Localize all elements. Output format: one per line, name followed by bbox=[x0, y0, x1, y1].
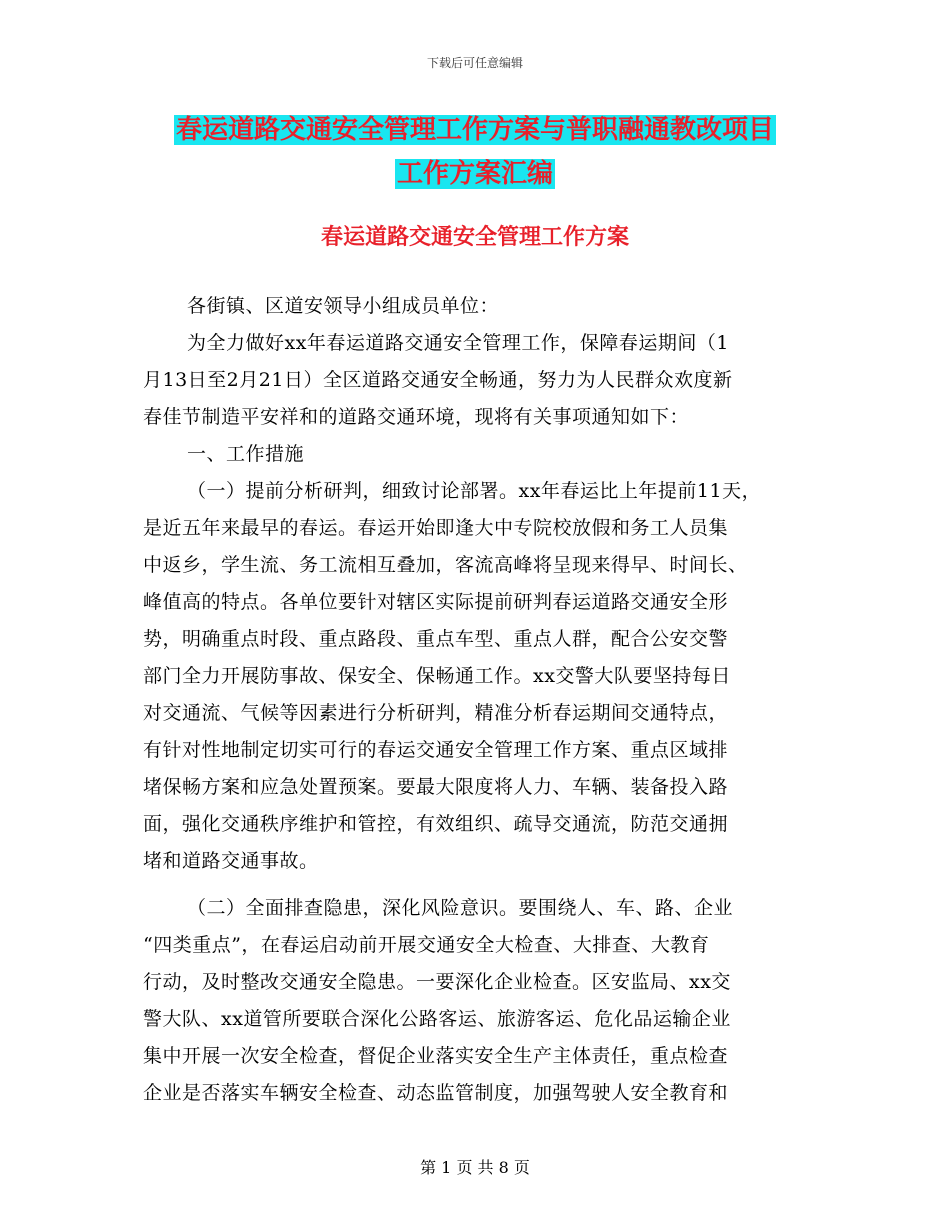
paragraph-line: 春佳节制造平安祥和的道路交通环境，现将有关事项通知如下： bbox=[143, 406, 690, 428]
paragraph-line: 堵保畅方案和应急处置预案。要最大限度将人力、车辆、装备投入路 bbox=[143, 776, 729, 798]
paragraph-line: 集中开展一次安全检查，督促企业落实安全生产主体责任，重点检查 bbox=[143, 1045, 729, 1067]
paragraph-line: 为全力做好xx年春运道路交通安全管理工作，保障春运期间（1 bbox=[187, 332, 730, 354]
paragraph-line: 有针对性地制定切实可行的春运交通安全管理工作方案、重点区域排 bbox=[143, 739, 729, 761]
paragraph-line: 企业是否落实车辆安全检查、动态监管制度，加强驾驶人安全教育和 bbox=[143, 1082, 729, 1104]
paragraph-line: 是近五年来最早的春运。春运开始即逢大中专院校放假和务工人员集 bbox=[143, 517, 729, 539]
main-title-line-1: 春运道路交通安全管理工作方案与普职融通教改项目 bbox=[175, 115, 774, 145]
section-heading: 一、工作措施 bbox=[187, 443, 305, 465]
body-text bbox=[143, 288, 803, 1112]
salutation: 各街镇、区道安领导小组成员单位： bbox=[187, 295, 500, 317]
paragraph-line: 对交通流、气候等因素进行分析研判，精准分析春运期间交通特点， bbox=[143, 702, 729, 724]
paragraph-line: 势，明确重点时段、重点路段、重点车型、重点人群，配合公安交警 bbox=[143, 628, 729, 650]
paragraph-line: 中返乡，学生流、务工流相互叠加，客流高峰将呈现来得早、时间长、 bbox=[143, 554, 748, 576]
paragraph-line: “四类重点”，在春运启动前开展交通安全大检查、大排查、大教育 bbox=[143, 934, 710, 956]
paragraph-line: 堵和道路交通事故。 bbox=[143, 850, 319, 872]
paragraph-line: （二）全面排查隐患，深化风险意识。要围绕人、车、路、企业 bbox=[187, 897, 734, 919]
paragraph-line: 警大队、xx道管所要联合深化公路客运、旅游客运、危化品运输企业 bbox=[143, 1008, 731, 1030]
page-footer: 第 1 页 共 8 页 bbox=[420, 1158, 530, 1177]
paragraph-line: 峰值高的特点。各单位要针对辖区实际提前研判春运道路交通安全形 bbox=[143, 591, 729, 613]
paragraph-line: 行动，及时整改交通安全隐患。一要深化企业检查。区安监局、xx交 bbox=[143, 971, 731, 993]
paragraph-line: 面，强化交通秩序维护和管控，有效组织、疏导交通流，防范交通拥 bbox=[143, 813, 729, 835]
header-note: 下载后可任意编辑 bbox=[426, 56, 523, 70]
main-title-line-2: 工作方案汇编 bbox=[396, 159, 553, 189]
paragraph-line: 部门全力开展防事故、保安全、保畅通工作。xx交警大队要坚持每日 bbox=[143, 665, 731, 687]
paragraph-line: 月13日至2月21日）全区道路交通安全畅通，努力为人民群众欢度新 bbox=[143, 369, 733, 391]
section-title: 春运道路交通安全管理工作方案 bbox=[320, 224, 629, 250]
paragraph-line: （一）提前分析研判，细致讨论部署。xx年春运比上年提前11天， bbox=[187, 480, 762, 502]
